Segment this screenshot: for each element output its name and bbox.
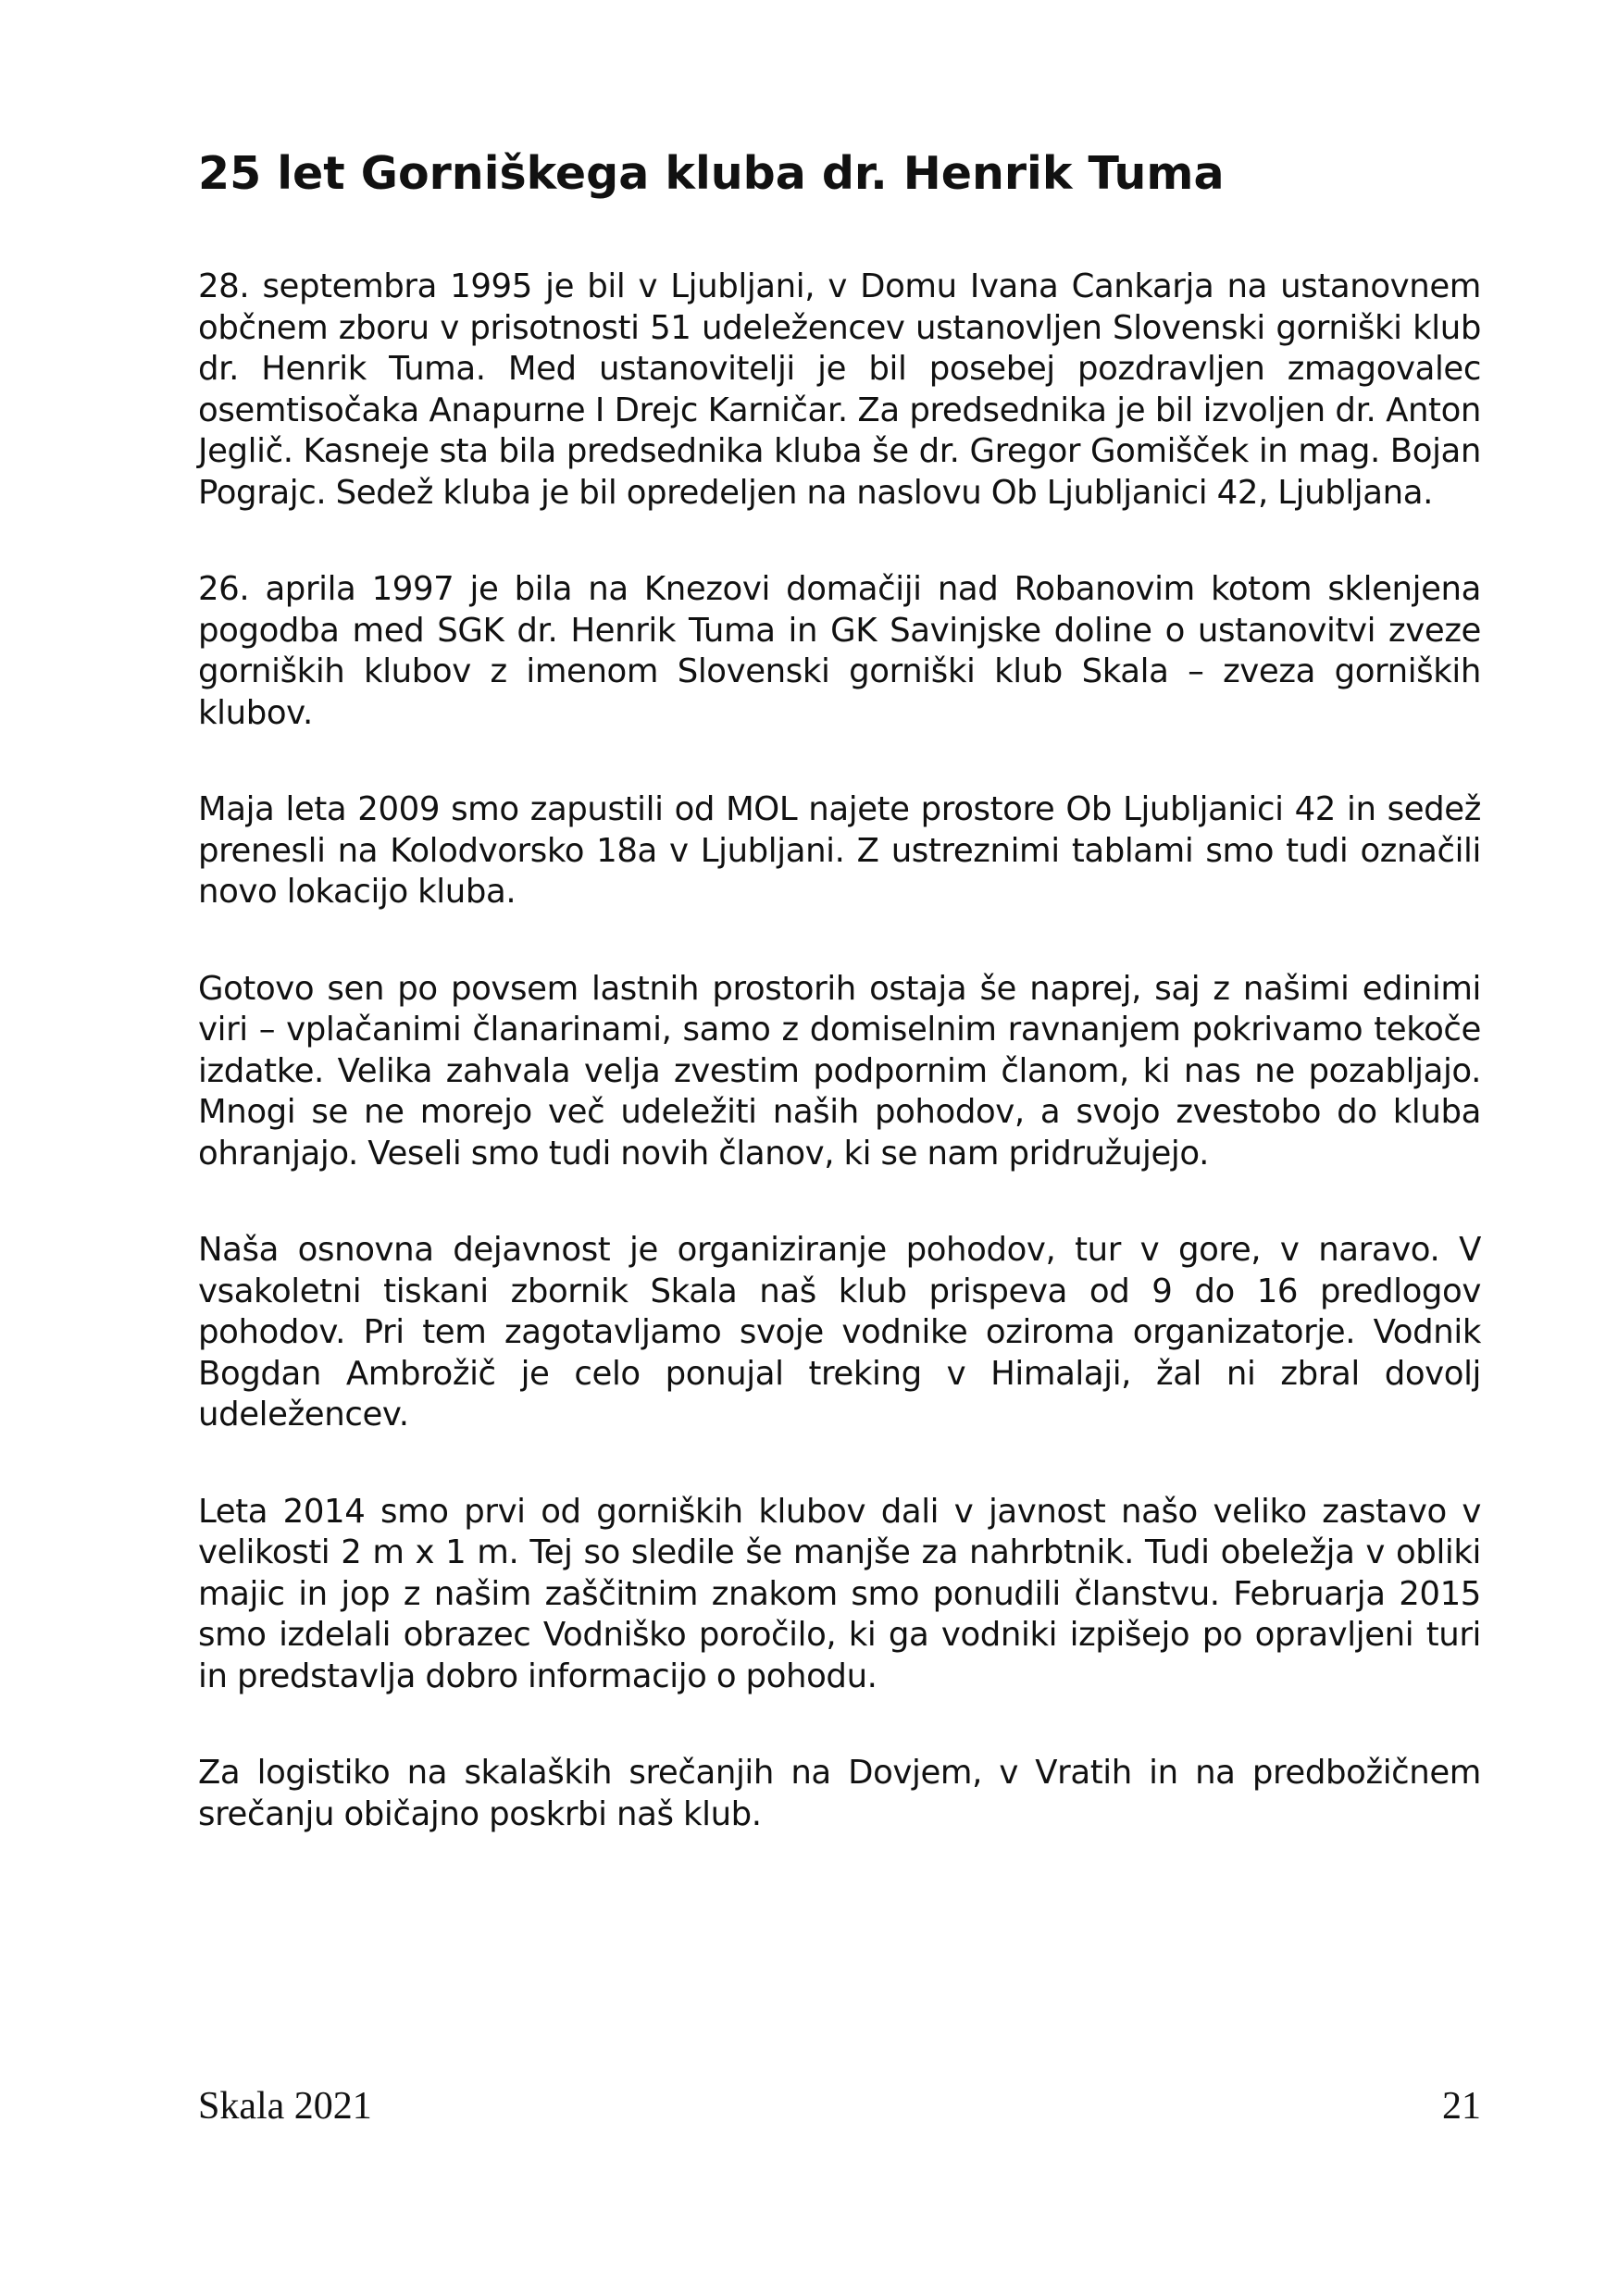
paragraph-federation: 26. aprila 1997 je bila na Knezovi domačiji nad Robanovim kotom sklenjena pogodba med SGK dr. Henrik Tuma in GK Savinjske doline o ustanovitvi zveze gorniških klubov z imenom Slovenski gorniški klub Skala – zveza gorniških klubov.: [198, 570, 1481, 732]
footer-publication: Skala 2021: [198, 2085, 372, 2128]
paragraph-logistics: Za logistiko na skalaških srečanjih na Dovjem, v Vratih in na predbožičnem srečanju običajno poskrbi naš klub.: [198, 1754, 1481, 1833]
paragraph-flags: Leta 2014 smo prvi od gorniških klubov dali v javnost našo veliko zastavo v velikosti 2 m x 1 m. Tej so sledile še manjše za nahrbtnik. Tudi obeležja v obliki majic in jop z našim zaščitnim znakom smo ponudili članstvu. Februarja 2015 smo izdelali obrazec Vodniško poročilo, ki ga vodniki izpišejo po opravljeni turi in predstavlja dobro informacijo o pohodu.: [198, 1492, 1481, 1695]
footer-page-number: 21: [1442, 2085, 1481, 2128]
article-title: 25 let Gorniškega kluba dr. Henrik Tuma: [198, 147, 1225, 200]
paragraph-relocation: Maja leta 2009 smo zapustili od MOL najete prostore Ob Ljubljanici 42 in sedež prenesli na Kolodvorsko 18a v Ljubljani. Z ustreznimi tablami smo tudi označili novo lokacijo kluba.: [198, 790, 1481, 911]
paragraph-founding: 28. septembra 1995 je bil v Ljubljani, v Domu Ivana Cankarja na ustanovnem občnem zboru v prisotnosti 51 udeležencev ustanovljen Slovenski gorniški klub dr. Henrik Tuma. Med ustanovitelji je bil posebej pozdravljen zmagovalec osemtisočaka Anapurne I Drejc Karničar. Za predsednika je bil izvoljen dr. Anton Jeglič. Kasneje sta bila predsednika kluba še dr. Gregor Gomišček in mag. Bojan Pograjc. Sedež kluba je bil opredeljen na naslovu Ob Ljubljanici 42, Ljubljana.: [198, 267, 1481, 512]
paragraph-activities: Naša osnovna dejavnost je organiziranje pohodov, tur v gore, v naravo. V vsakoletni tiskani zbornik Skala naš klub prispeva od 9 do 16 predlogov pohodov. Pri tem zagotavljamo svoje vodnike oziroma organizatorje. Vodnik Bogdan Ambrožič je celo ponujal treking v Himalaji, žal ni zbral dovolj udeležencev.: [198, 1231, 1481, 1433]
paragraph-finances: Gotovo sen po povsem lastnih prostorih ostaja še naprej, saj z našimi edinimi viri – vplačanimi članarinami, samo z domiselnim ravnanjem pokrivamo tekoče izdatke. Velika zahvala velja zvestim podpornim članom, ki nas ne pozabljajo. Mnogi se ne morejo več udeležiti naših pohodov, a svojo zvestobo do kluba ohranjajo. Veseli smo tudi novih članov, ki se nam pridružujejo.: [198, 969, 1481, 1173]
article-body: [198, 267, 1481, 1891]
